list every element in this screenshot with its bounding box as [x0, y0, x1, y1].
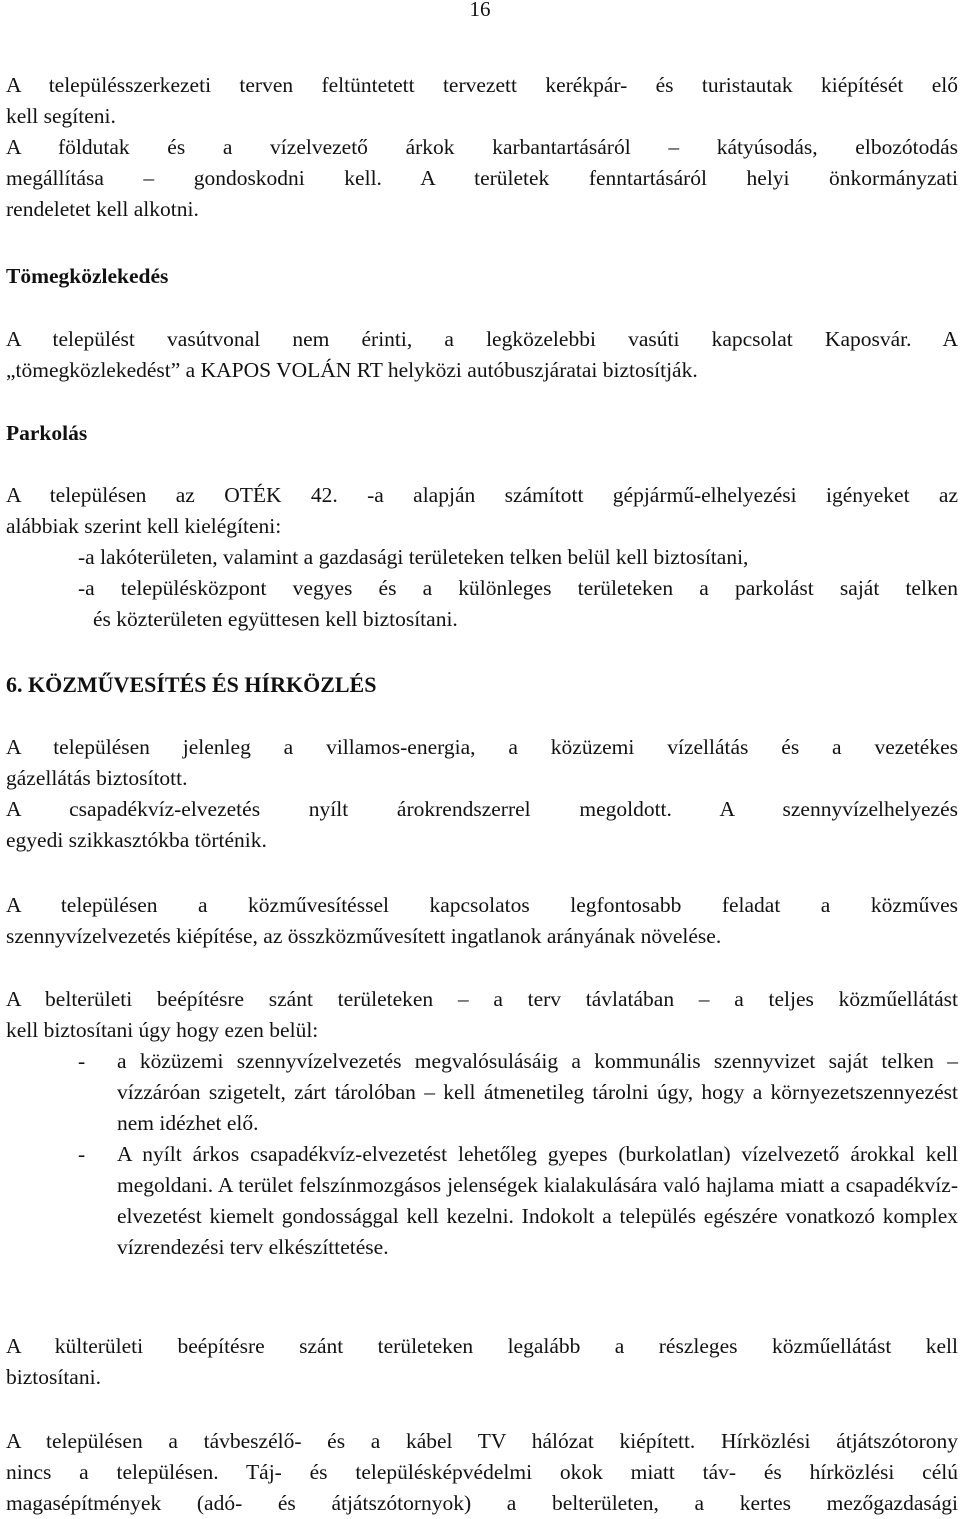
paragraph-sewage	[6, 890, 958, 952]
text-line: A településen jelenleg a villamos-energia, a közüzemi vízellátás és a vezetékes	[6, 735, 958, 759]
text-line: egyedi szikkasztókba történik.	[6, 828, 267, 852]
list-item: -a lakóterületen, valamint a gazdasági területeken telken belül kell biztosítani,	[78, 545, 749, 569]
text-line: A településszerkezeti terven feltüntetett tervezett kerékpár- és turistautak kiépítését elő	[6, 73, 958, 97]
list-item-text: A nyílt árkos csapadékvíz-elvezetést lehetőleg gyepes (burkolatlan) vízelvezető árokkal kell megoldani. A terület felszínmozgásos jelenségek kialakulására való hajlama miatt a csapadékvíz-elvezetést kiemelt gondossággal kell kezelni. Indokolt a település egészére vonatkozó komplex vízrendezési terv elkészíttetése.	[117, 1142, 958, 1259]
paragraph-outer-area	[6, 1331, 958, 1393]
paragraph-parking	[6, 480, 958, 542]
list-dash: -	[78, 1049, 86, 1073]
paragraph-utilities	[6, 732, 958, 856]
heading: Tömegközlekedés	[6, 264, 169, 288]
text-line: biztosítani.	[6, 1365, 101, 1389]
inner-area-list	[6, 1046, 958, 1263]
text-line: A külterületi beépítésre szánt területeken legalább a részleges közműellátást kell	[6, 1334, 958, 1358]
text-line: A csapadékvíz-elvezetés nyílt árokrendszerrel megoldott. A szennyvízelhelyezés	[6, 797, 958, 821]
text-line: nincs a településen. Táj- és településképvédelmi okok miatt táv- és hírközlési célú	[6, 1460, 958, 1484]
list-item	[6, 1139, 958, 1263]
text-line: magasépítmények (adó- és átjátszótornyok) a belterületen, a kertes mezőgazdasági	[6, 1491, 958, 1515]
text-line: A települést vasútvonal nem érinti, a legközelebbi vasúti kapcsolat Kaposvár. A	[6, 327, 958, 351]
text-line: kell biztosítani úgy hogy ezen belül:	[6, 1018, 319, 1042]
paragraph-telecom	[6, 1426, 958, 1519]
text-line: A településen az OTÉK 42. -a alapján számított gépjármű-elhelyezési igényeket az	[6, 483, 958, 507]
section-heading-public-transport	[6, 261, 958, 292]
chapter-heading	[6, 669, 958, 700]
text-line: megállítása – gondoskodni kell. A területek fenntartásáról helyi önkormányzati	[6, 166, 958, 190]
parking-list	[6, 542, 958, 635]
text-line: kell segíteni.	[6, 104, 116, 128]
paragraph-public-transport	[6, 324, 958, 386]
text-line: A belterületi beépítésre szánt területeken – a terv távlatában – a teljes közműellátást	[6, 987, 958, 1011]
list-item-text: a közüzemi szennyvízelvezetés megvalósulásáig a kommunális szennyvizet saját telken – vízzáróan szigetelt, zárt tárolóban – kell átmenetileg tárolni úgy, hogy a környezetszennyezést nem idézhet elő.	[117, 1049, 958, 1135]
list-item	[6, 1046, 958, 1139]
text-line: alábbiak szerint kell kielégíteni:	[6, 514, 282, 538]
text-line: szennyvízelvezetés kiépítése, az összközművesített ingatlanok arányának növelése.	[6, 924, 722, 948]
paragraph-inner-area	[6, 984, 958, 1046]
text-line: „tömegközlekedést” a KAPOS VOLÁN RT helyközi autóbuszjáratai biztosítják.	[6, 358, 698, 382]
list-dash: -	[78, 1142, 86, 1166]
text-line: A településen a közművesítéssel kapcsolatos legfontosabb feladat a közműves	[6, 893, 958, 917]
section-heading-parking	[6, 418, 958, 449]
text-line: A földutak és a vízelvezető árkok karbantartásáról – kátyúsodás, elbozótodás	[6, 135, 958, 159]
text-line: gázellátás biztosított.	[6, 766, 188, 790]
paragraph-bike-paths	[6, 70, 958, 132]
text-line: A településen a távbeszélő- és a kábel TV hálózat kiépített. Hírközlési átjátszótorony	[6, 1429, 958, 1453]
heading: 6. KÖZMŰVESÍTÉS ÉS HÍRKÖZLÉS	[6, 672, 377, 697]
paragraph-dirt-roads	[6, 132, 958, 225]
list-item: -a településközpont vegyes és a különleges területeken a parkolást saját telken	[78, 576, 958, 600]
page-number: 16	[469, 0, 491, 21]
list-item-continuation: és közterületen együttesen kell biztosítani.	[93, 607, 458, 631]
heading: Parkolás	[6, 421, 88, 445]
text-line: rendeletet kell alkotni.	[6, 197, 199, 221]
